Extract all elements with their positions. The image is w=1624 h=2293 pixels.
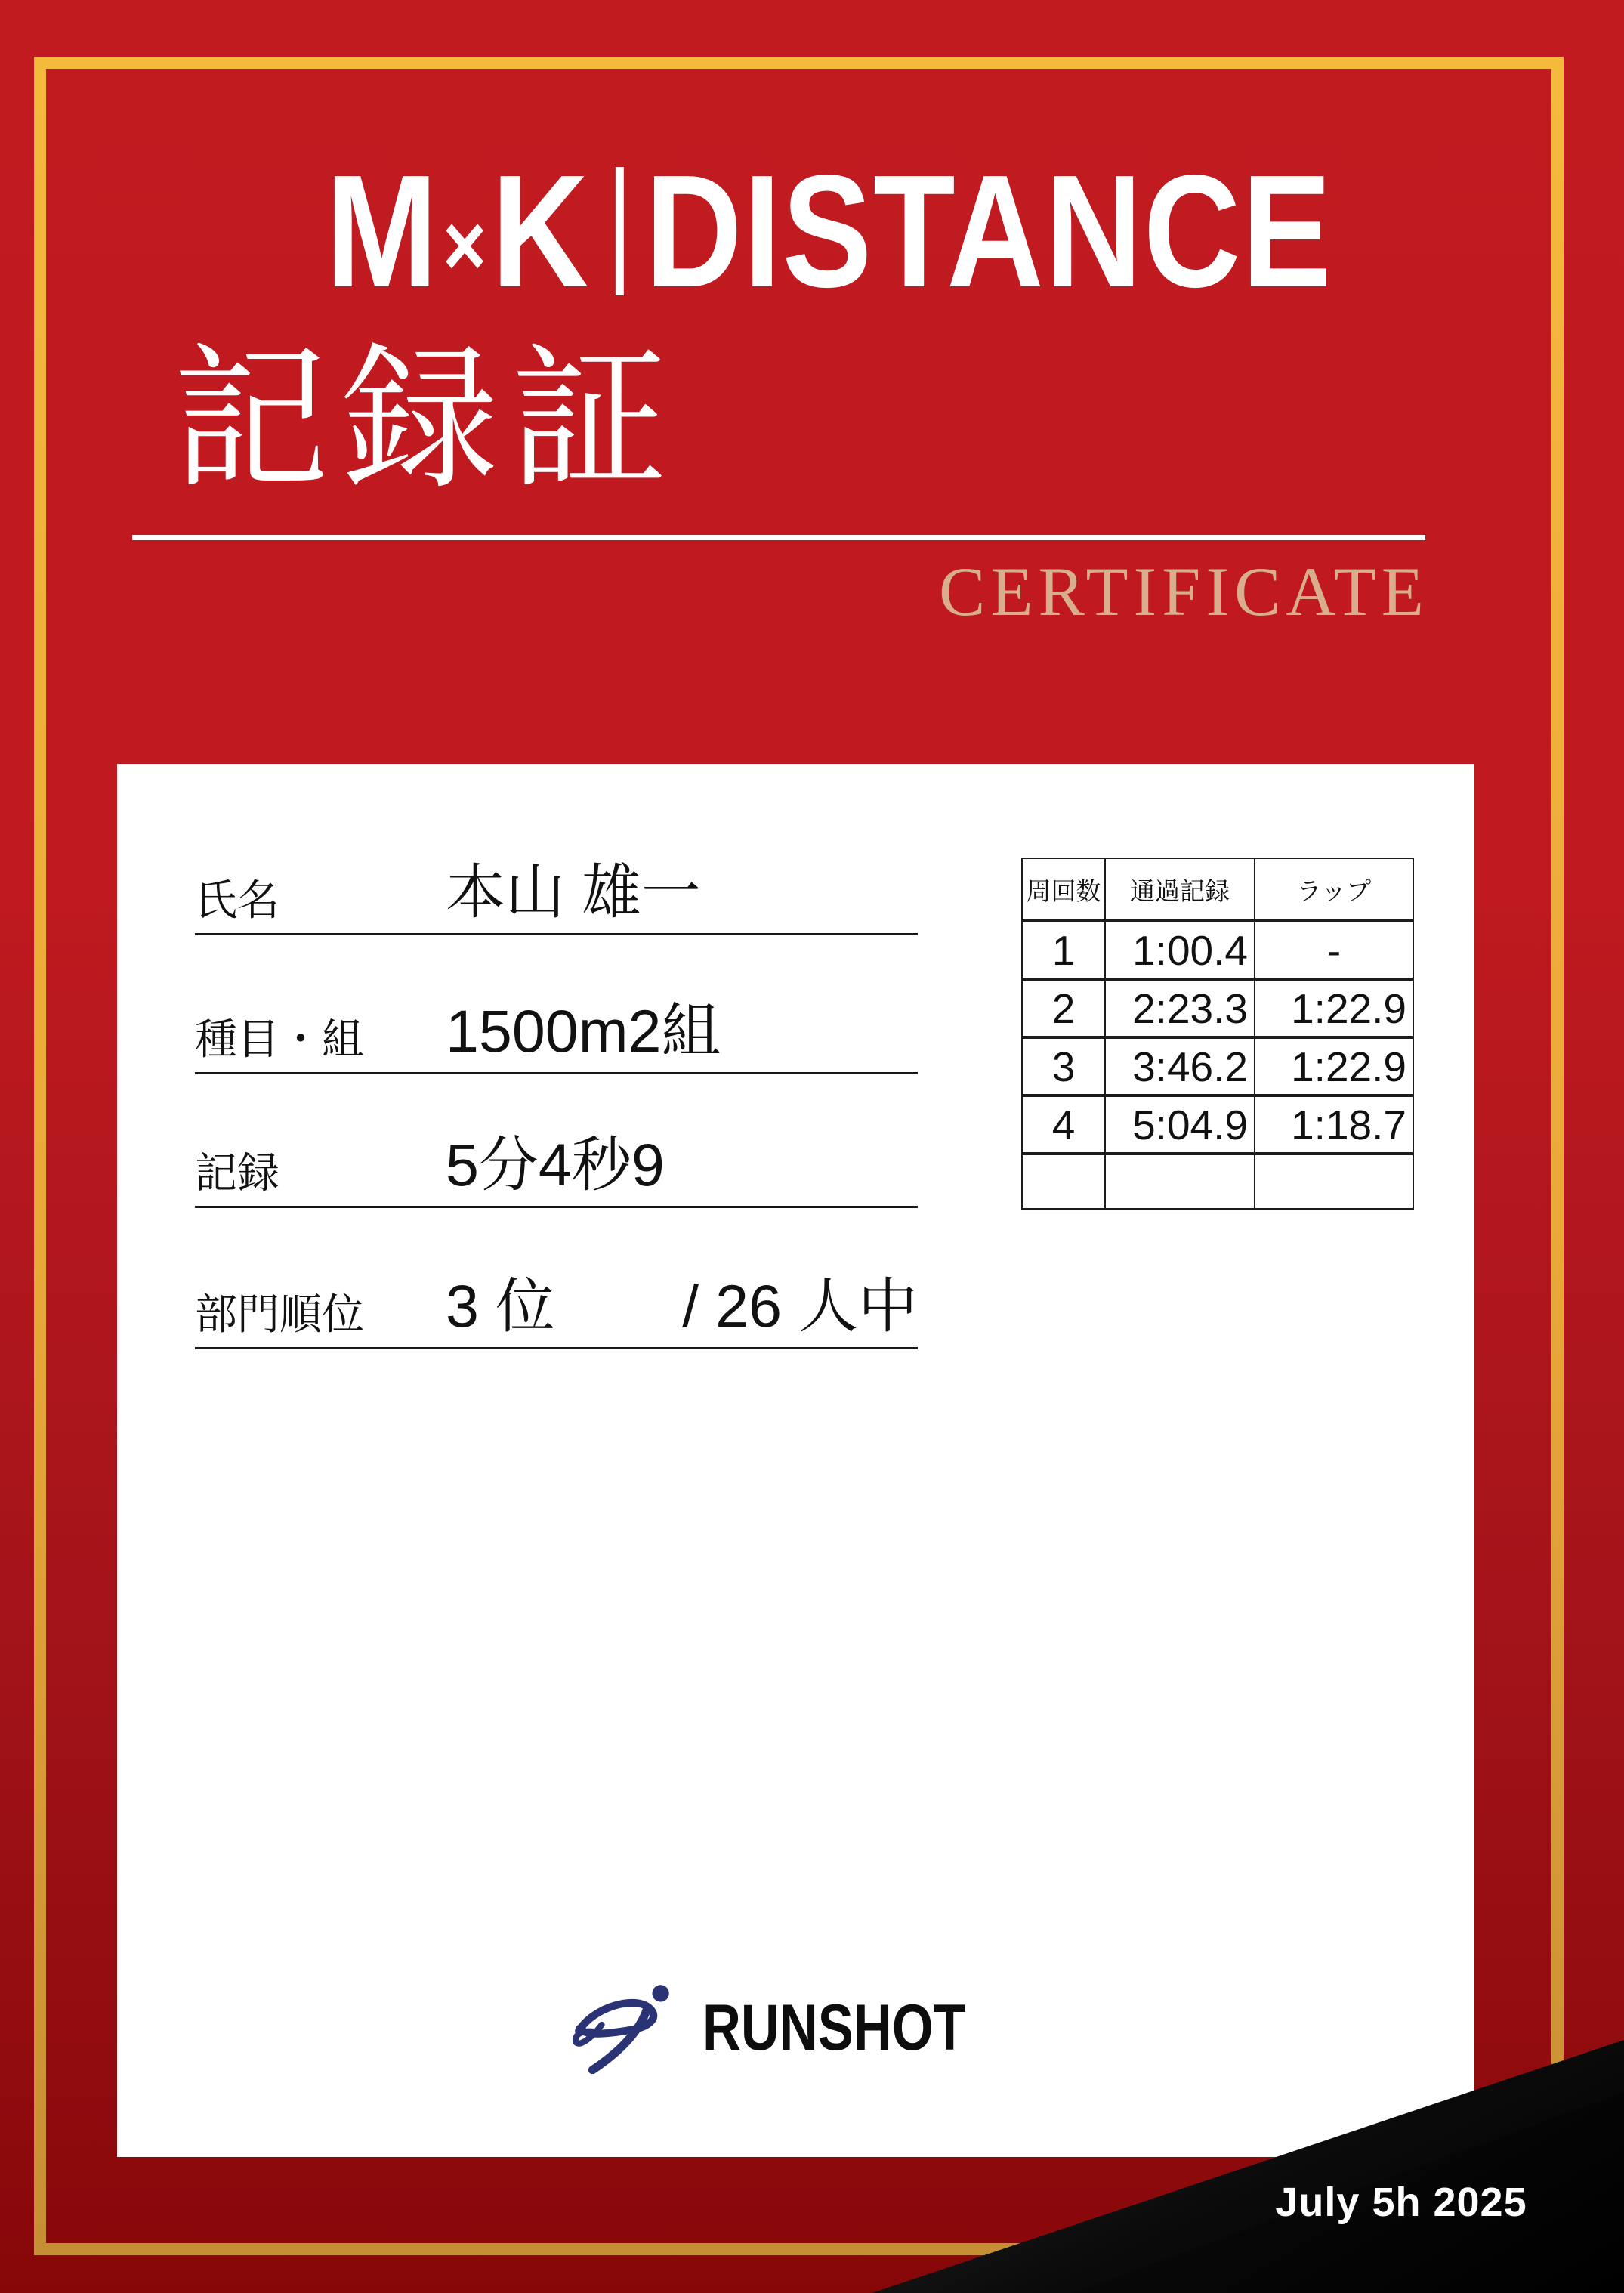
lap-time: 1:22.9 <box>1255 979 1413 1037</box>
table-row <box>1022 1037 1413 1096</box>
logo-m: M <box>325 141 439 320</box>
field-row-name <box>195 839 918 935</box>
lap-time: - <box>1255 921 1413 979</box>
lap-time <box>1255 1154 1413 1209</box>
logo-times-icon: × <box>442 196 488 295</box>
rank-total-value: / 26 人中 <box>682 1272 918 1340</box>
field-row-event <box>195 978 918 1074</box>
table-row-empty <box>1022 1154 1413 1209</box>
lap-number: 2 <box>1022 979 1105 1037</box>
lap-time-header: ラップ <box>1255 858 1413 921</box>
rank-label: 部門順位 <box>195 1290 364 1339</box>
lap-table-header-row <box>1022 858 1413 921</box>
corner-ribbon <box>793 2002 1624 2293</box>
event-logo <box>34 141 1624 320</box>
corner-ribbon-lower-facet <box>793 2002 1624 2293</box>
split-header: 通過記録 <box>1105 858 1255 921</box>
lap-number: 3 <box>1022 1037 1105 1096</box>
lap-count-header: 周回数 <box>1022 858 1105 921</box>
lap-time: 1:22.9 <box>1255 1037 1413 1096</box>
split-time <box>1105 1154 1255 1209</box>
runshot-wordmark: RUNSHOT <box>702 1992 966 2064</box>
field-row-record <box>195 1112 918 1208</box>
lap-table <box>1021 858 1414 1210</box>
logo-separator-bar <box>615 167 623 295</box>
split-time: 5:04.9 <box>1105 1096 1255 1154</box>
split-time: 2:23.3 <box>1105 979 1255 1037</box>
certificate-card <box>117 764 1474 2157</box>
title-divider-line <box>132 535 1425 540</box>
field-row-rank <box>195 1253 918 1349</box>
lap-time: 1:18.7 <box>1255 1096 1413 1154</box>
rank-value: 3 位 <box>446 1272 555 1340</box>
split-time: 3:46.2 <box>1105 1037 1255 1096</box>
certificate-title-en: CERTIFICATE <box>938 553 1429 630</box>
certificate-title-jp: 記録証 <box>172 334 680 508</box>
name-label: 氏名 <box>195 876 279 925</box>
runshot-swoosh-icon <box>568 1982 683 2074</box>
logo-distance: DISTANCE <box>644 141 1333 320</box>
event-date: July 5h 2025 <box>1275 2180 1527 2225</box>
logo-k: K <box>491 141 590 320</box>
table-row <box>1022 979 1413 1037</box>
lap-number: 4 <box>1022 1096 1105 1154</box>
table-row <box>1022 921 1413 979</box>
lap-number <box>1022 1154 1105 1209</box>
event-label: 種目・組 <box>195 1015 364 1064</box>
name-value: 本山 雄一 <box>446 858 701 926</box>
split-time: 1:00.4 <box>1105 921 1255 979</box>
record-value: 5分4秒9 <box>446 1131 665 1199</box>
lap-number: 1 <box>1022 921 1105 979</box>
event-value: 1500m2組 <box>446 997 721 1065</box>
table-row <box>1022 1096 1413 1154</box>
record-label: 記録 <box>195 1149 279 1197</box>
